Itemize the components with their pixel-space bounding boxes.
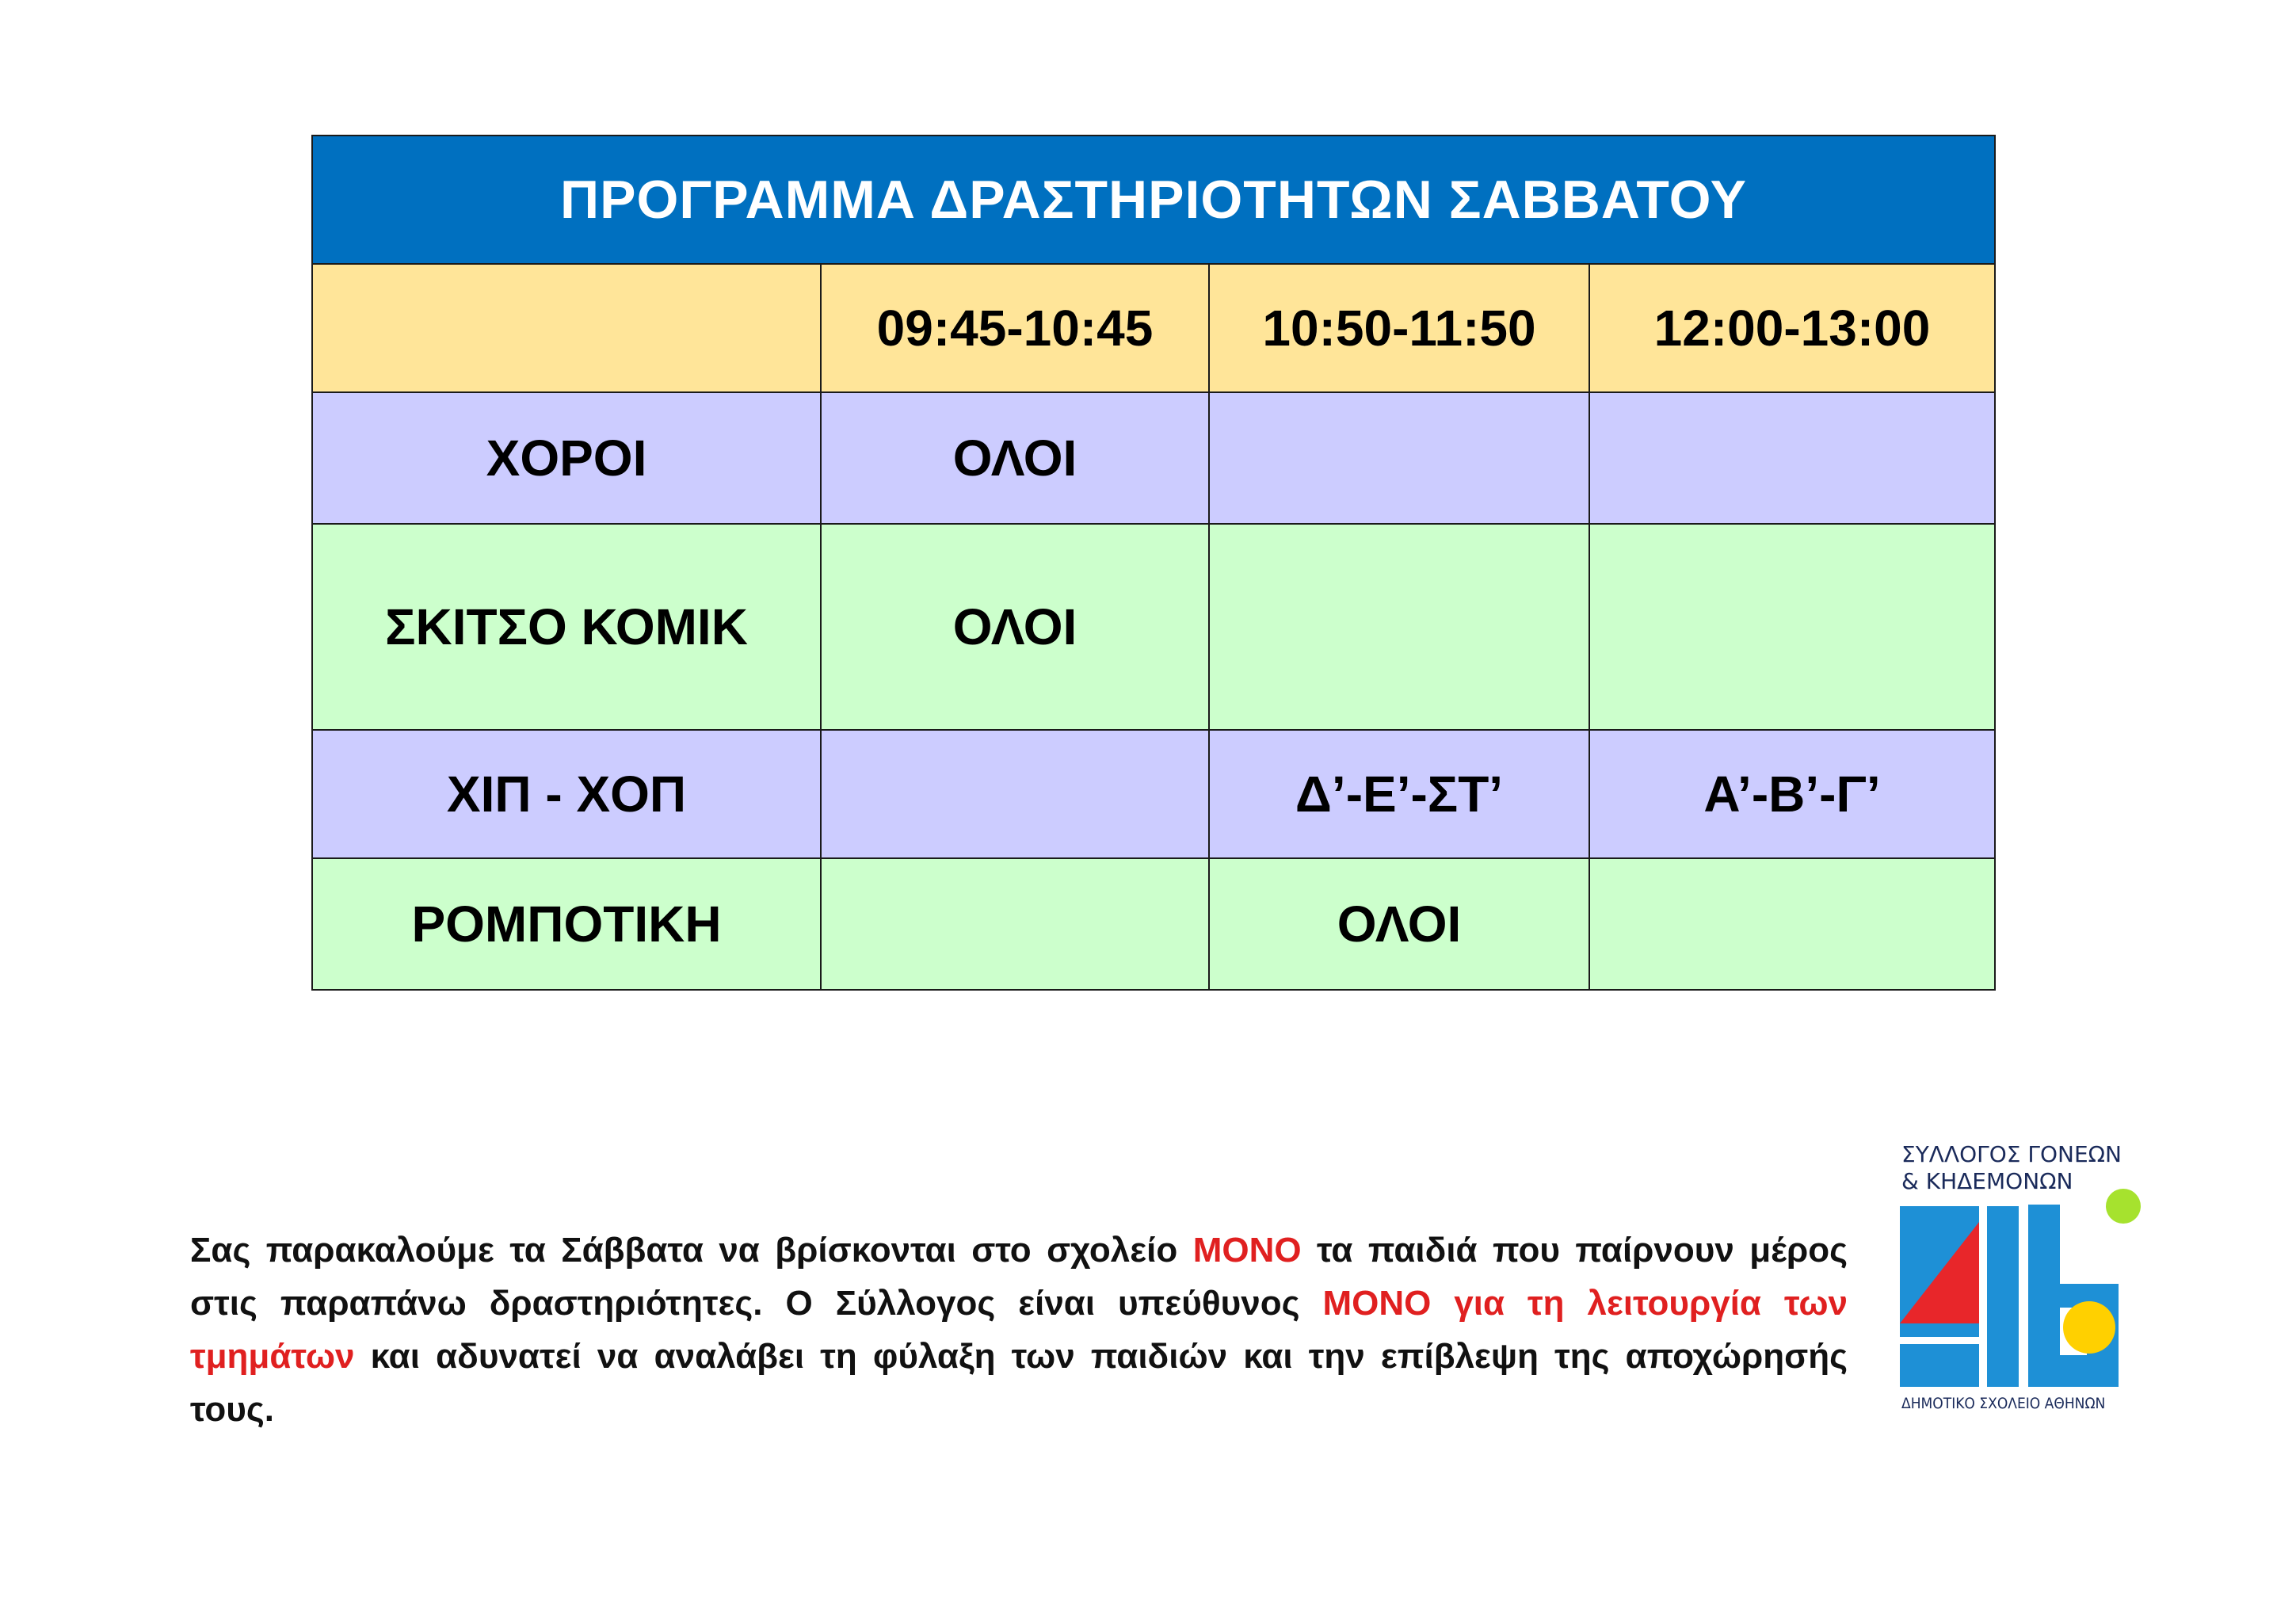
activity-name: ΧΟΡΟΙ	[312, 392, 821, 524]
logo-line-1: ΣΥΛΛΟΓΟΣ ΓΟΝΕΩΝ	[1901, 1141, 2122, 1167]
logo-association-name	[1901, 1141, 2122, 1195]
activity-name: ΡΟΜΠΟΤΙΚΗ	[312, 858, 821, 990]
activity-schedule-table	[311, 135, 1996, 991]
schedule-cell: ΟΛΟΙ	[1209, 858, 1589, 990]
time-slot-2: 10:50-11:50	[1209, 264, 1589, 392]
activity-name: ΧΙΠ - ΧΟΠ	[312, 730, 821, 858]
table-row	[312, 524, 1995, 730]
schedule-cell	[1589, 858, 1995, 990]
schedule-cell	[1589, 524, 1995, 730]
logo-school-name: ΔΗΜΟΤΙΚΟ ΣΧΟΛΕΙΟ ΑΘΗΝΩΝ	[1901, 1395, 2106, 1412]
logo-line-2: & ΚΗΔΕΜΟΝΩΝ	[1901, 1168, 2073, 1194]
schedule-cell	[821, 858, 1209, 990]
table-row	[312, 730, 1995, 858]
notice-text: τα παιδιά που παίρνουν μέρος στις παραπάνω δραστηριότητες. Ο Σύλλογος είναι υπεύθυνος	[190, 1231, 1848, 1323]
saturday-notice-paragraph	[190, 1224, 1848, 1436]
schedule-cell: ΟΛΟΙ	[821, 524, 1209, 730]
logo-46-emblem-icon	[1894, 1189, 2147, 1391]
notice-highlight-only: ΜΟΝΟ	[1192, 1231, 1302, 1270]
time-slot-1: 09:45-10:45	[821, 264, 1209, 392]
notice-text: και αδυνατεί να αναλάβει τη φύλαξη των παιδιών και την επίβλεψη της αποχώρησής τους.	[190, 1337, 1848, 1429]
schedule-cell	[1209, 392, 1589, 524]
header-empty-cell	[312, 264, 821, 392]
notice-text: Σας παρακαλούμε τα Σάββατα να βρίσκονται στο σχολείο	[190, 1231, 1193, 1270]
table-row	[312, 858, 1995, 990]
schedule-cell	[1589, 392, 1995, 524]
notice-highlight-operation: ΜΟΝΟ για τη λειτουργία των τμημάτων	[190, 1284, 1848, 1376]
schedule-cell	[1209, 524, 1589, 730]
schedule-cell: ΟΛΟΙ	[821, 392, 1209, 524]
schedule-cell: Α’-Β’-Γ’	[1589, 730, 1995, 858]
time-slot-3: 12:00-13:00	[1589, 264, 1995, 392]
parents-association-logo	[1894, 1141, 2147, 1426]
schedule-title: ΠΡΟΓΡΑΜΜΑ ΔΡΑΣΤΗΡΙΟΤΗΤΩΝ ΣΑΒΒΑΤΟΥ	[312, 136, 1995, 264]
schedule-cell	[821, 730, 1209, 858]
table-row	[312, 392, 1995, 524]
schedule-cell: Δ’-Ε’-ΣΤ’	[1209, 730, 1589, 858]
time-slot-header-row	[312, 264, 1995, 392]
activity-name: ΣΚΙΤΣΟ ΚΟΜΙΚ	[312, 524, 821, 730]
